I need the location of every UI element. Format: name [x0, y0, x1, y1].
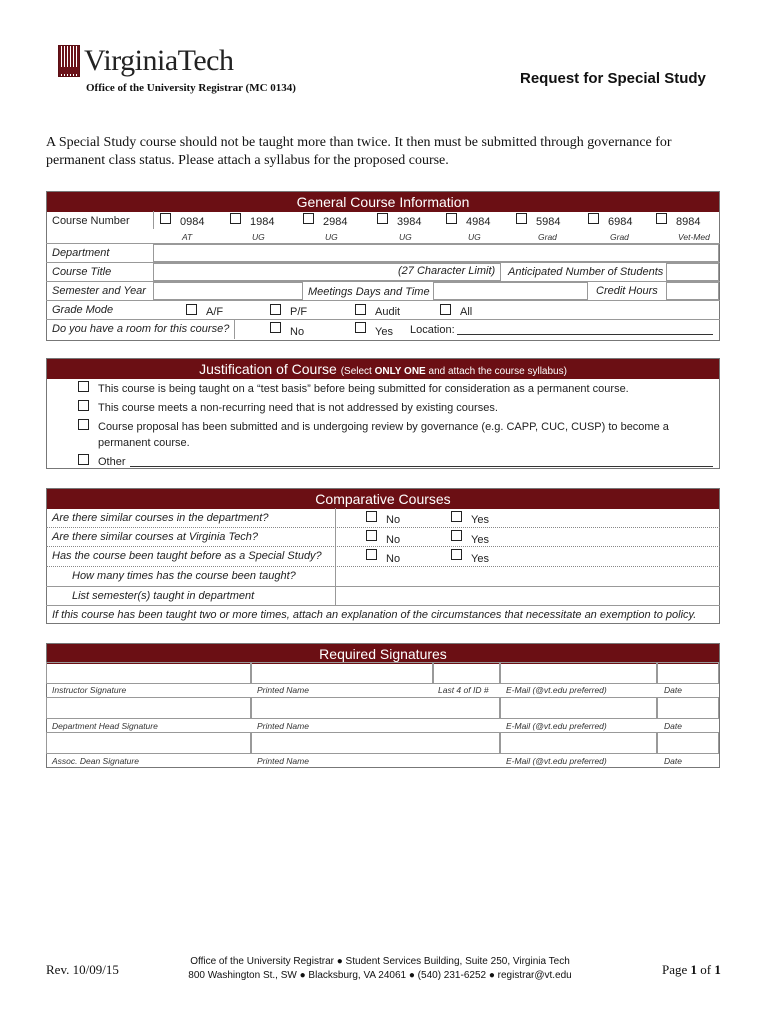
dean-printed-name-field[interactable]: [251, 732, 500, 754]
similar-vt-question: Are there similar courses at Virginia Tech?: [52, 531, 259, 543]
credit-hours-field[interactable]: [666, 282, 719, 300]
signatures-heading: Required Signatures: [47, 644, 719, 664]
instructor-email-label: E-Mail (@vt.edu preferred): [506, 685, 607, 695]
course-number-3-level: UG: [399, 232, 412, 242]
grade-pf-checkbox[interactable]: [270, 304, 281, 315]
similar-dept-yes-checkbox[interactable]: [451, 511, 462, 522]
dean-email-label: E-Mail (@vt.edu preferred): [506, 756, 607, 766]
grade-audit-label: Audit: [375, 306, 401, 318]
similar-vt-yes-checkbox[interactable]: [451, 530, 462, 541]
course-number-1-level: UG: [252, 232, 265, 242]
grade-all-checkbox[interactable]: [440, 304, 451, 315]
instructor-signature-label: Instructor Signature: [52, 685, 127, 695]
meetings-field[interactable]: [433, 282, 588, 300]
dean-date-label: Date: [664, 756, 682, 766]
times-taught-question: How many times has the course been taught?: [72, 570, 296, 582]
grade-af-checkbox[interactable]: [186, 304, 197, 315]
vt-logo: [58, 44, 234, 78]
justification-option-3-cont: permanent course.: [98, 437, 190, 449]
similar-vt-yes-label: Yes: [471, 534, 489, 546]
course-number-3-checkbox[interactable]: [377, 213, 388, 224]
course-number-1-checkbox[interactable]: [230, 213, 241, 224]
course-number-3-label: 3984: [397, 216, 422, 228]
justification-heading: Justification of Course (Select ONLY ONE and attach the course syllabus): [47, 359, 719, 379]
location-label: Location:: [410, 324, 455, 336]
anticipated-field[interactable]: [666, 263, 719, 281]
room-question: Do you have a room for this course?: [52, 323, 230, 335]
justification-test-basis-checkbox[interactable]: [78, 381, 89, 392]
dept-head-email-label: E-Mail (@vt.edu preferred): [506, 721, 607, 731]
course-number-5-label: 5984: [536, 216, 561, 228]
grade-audit-checkbox[interactable]: [355, 304, 366, 315]
justification-governance-checkbox[interactable]: [78, 419, 89, 430]
location-field[interactable]: [457, 334, 713, 335]
course-number-6-level: Grad: [610, 232, 629, 242]
footer-line-1: Office of the University Registrar ● Student Services Building, Suite 250, Virginia Tech: [190, 956, 570, 967]
course-number-7-label: 8984: [676, 216, 701, 228]
semesters-taught-question: List semester(s) taught in department: [72, 590, 255, 602]
similar-vt-no-checkbox[interactable]: [366, 530, 377, 541]
course-number-5-checkbox[interactable]: [516, 213, 527, 224]
course-number-0-checkbox[interactable]: [160, 213, 171, 224]
grade-all-label: All: [460, 306, 473, 318]
office-name: Office of the University Registrar (MC 0134): [86, 82, 296, 94]
dean-email-field[interactable]: [500, 732, 657, 754]
course-number-6-checkbox[interactable]: [588, 213, 599, 224]
dept-head-printed-name-field[interactable]: [251, 697, 500, 719]
instructor-printed-name-field[interactable]: [251, 662, 433, 684]
similar-dept-question: Are there similar courses in the department?: [52, 512, 269, 524]
course-number-0-label: 0984: [180, 216, 205, 228]
course-number-0-level: AT: [182, 232, 193, 242]
grade-af-label: A/F: [206, 306, 224, 318]
justification-other-label: Other: [98, 456, 126, 468]
form-title: Request for Special Study: [520, 70, 706, 87]
course-number-6-label: 6984: [608, 216, 633, 228]
room-no-label: No: [290, 326, 305, 338]
instructor-printed-name-label: Printed Name: [257, 685, 309, 695]
justification-option-1: This course is being taught on a “test basis” before being submitted for consideration as a permanent course.: [98, 383, 629, 395]
taught-before-no-checkbox[interactable]: [366, 549, 377, 560]
similar-dept-no-label: No: [386, 514, 401, 526]
credit-hours-label: Credit Hours: [596, 285, 658, 297]
vt-seal-icon: [58, 45, 80, 77]
room-yes-label: Yes: [375, 326, 393, 338]
times-taught-field[interactable]: [335, 566, 719, 586]
dept-head-signature-label: Department Head Signature: [52, 721, 158, 731]
similar-vt-no-label: No: [386, 534, 401, 546]
course-number-2-checkbox[interactable]: [303, 213, 314, 224]
comparative-heading: Comparative Courses: [47, 489, 719, 509]
footer-line-2: 800 Washington St., SW ● Blacksburg, VA 24061 ● (540) 231-6252 ● registrar@vt.edu: [188, 970, 572, 981]
semester-label: Semester and Year: [52, 285, 146, 297]
similar-dept-no-checkbox[interactable]: [366, 511, 377, 522]
course-number-7-level: Vet-Med: [678, 232, 710, 242]
course-number-7-checkbox[interactable]: [656, 213, 667, 224]
course-title-label: Course Title: [52, 266, 112, 278]
instructor-email-field[interactable]: [500, 662, 657, 684]
intro-text: A Special Study course should not be taught more than twice. It then must be submitted through governance for permanent class status. Please attach a syllabus for the proposed course.: [46, 135, 672, 168]
justification-option-3: Course proposal has been submitted and is undergoing review by governance (e.g. CAPP, CUC, CUSP) to become a: [98, 421, 669, 433]
dean-printed-name-label: Printed Name: [257, 756, 309, 766]
justification-nonrecurring-checkbox[interactable]: [78, 400, 89, 411]
course-number-1-label: 1984: [250, 216, 275, 228]
justification-option-2: This course meets a non-recurring need that is not addressed by existing courses.: [98, 402, 498, 414]
dept-head-date-field[interactable]: [657, 697, 719, 719]
room-no-checkbox[interactable]: [270, 322, 281, 333]
department-label: Department: [52, 247, 110, 259]
instructor-id-field[interactable]: [433, 662, 500, 684]
justification-other-field[interactable]: [130, 466, 713, 467]
dept-head-email-field[interactable]: [500, 697, 657, 719]
footer-address: [160, 955, 600, 983]
semester-field[interactable]: [153, 282, 303, 300]
instructor-id-label: Last 4 of ID #: [438, 685, 489, 695]
dean-signature-label: Assoc. Dean Signature: [52, 756, 139, 766]
page-indicator: Page 1 of 1: [662, 962, 721, 977]
dean-signature-field[interactable]: [46, 732, 251, 754]
taught-before-no-label: No: [386, 553, 401, 565]
course-number-5-level: Grad: [538, 232, 557, 242]
comparative-note: If this course has been taught two or more times, attach an explanation of the circumstances that necessitate an exemption to policy.: [52, 609, 697, 621]
char-limit-note: (27 Character Limit): [398, 265, 496, 277]
justification-other-checkbox[interactable]: [78, 454, 89, 465]
logo-text: VirginiaTech: [84, 44, 234, 77]
taught-before-yes-label: Yes: [471, 553, 489, 565]
dept-head-date-label: Date: [664, 721, 682, 731]
dean-date-field[interactable]: [657, 732, 719, 754]
instructor-date-label: Date: [664, 685, 682, 695]
anticipated-label: Anticipated Number of Students: [508, 266, 664, 278]
course-number-4-level: UG: [468, 232, 481, 242]
grade-pf-label: P/F: [290, 306, 308, 318]
course-number-label: Course Number: [52, 215, 130, 227]
dept-head-signature-field[interactable]: [46, 697, 251, 719]
course-number-4-checkbox[interactable]: [446, 213, 457, 224]
taught-before-yes-checkbox[interactable]: [451, 549, 462, 560]
similar-dept-yes-label: Yes: [471, 514, 489, 526]
grade-mode-label: Grade Mode: [52, 304, 114, 316]
course-number-4-label: 4984: [466, 216, 491, 228]
general-heading: General Course Information: [47, 192, 719, 212]
meetings-label: Meetings Days and Time: [308, 286, 430, 298]
revision-date: Rev. 10/09/15: [46, 962, 119, 977]
semesters-taught-field[interactable]: [335, 586, 719, 605]
course-number-2-label: 2984: [323, 216, 348, 228]
dept-head-printed-name-label: Printed Name: [257, 721, 309, 731]
course-number-2-level: UG: [325, 232, 338, 242]
instructor-date-field[interactable]: [657, 662, 719, 684]
taught-before-question: Has the course been taught before as a Special Study?: [52, 550, 322, 562]
room-yes-checkbox[interactable]: [355, 322, 366, 333]
department-field[interactable]: [153, 244, 719, 262]
instructor-signature-field[interactable]: [46, 662, 251, 684]
